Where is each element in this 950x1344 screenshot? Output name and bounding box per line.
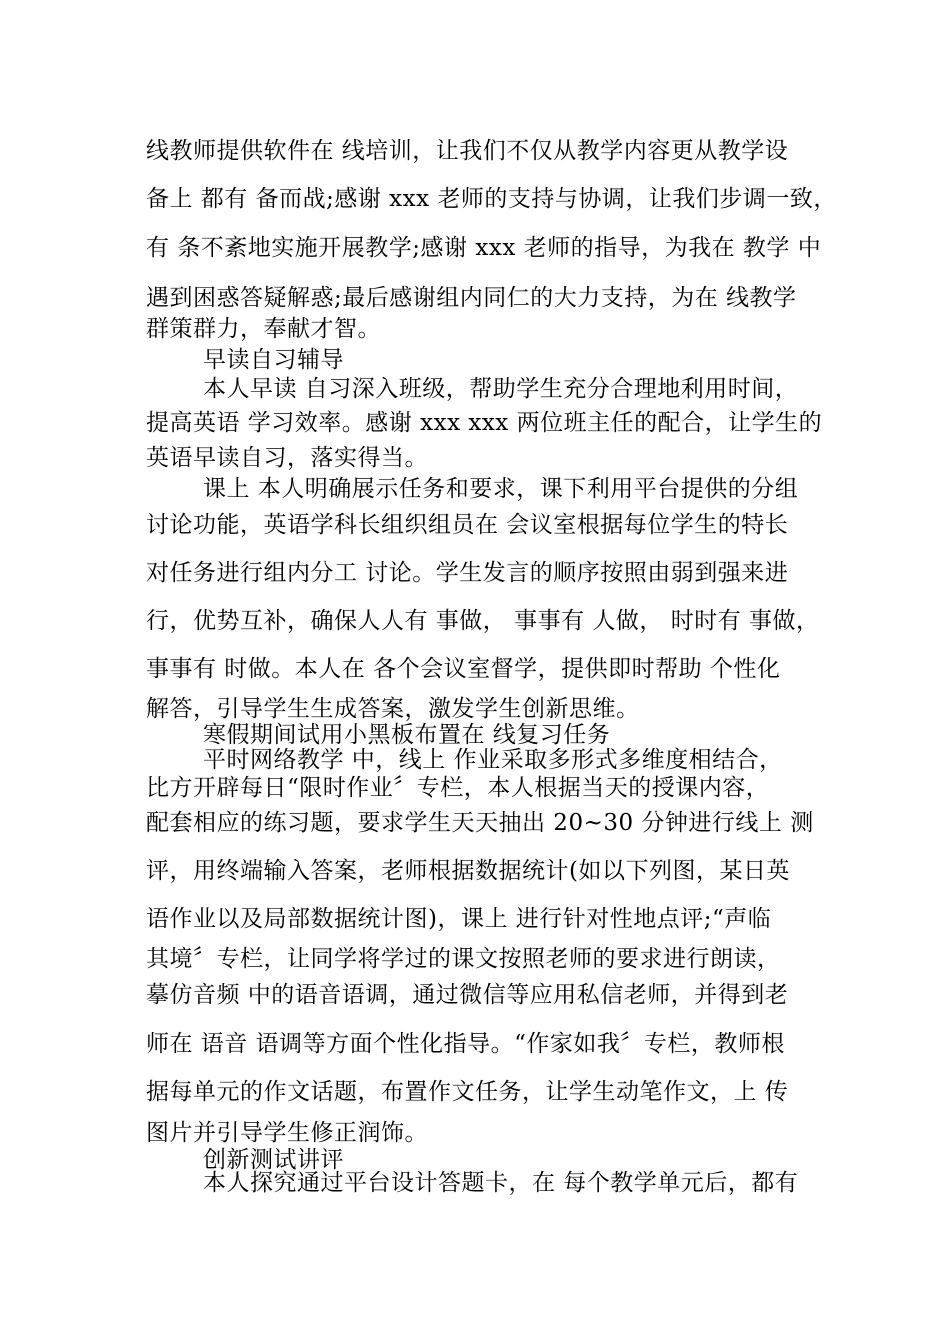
paragraph-line: 讨论功能，英语学科长组织组员在 会议室根据每位学生的特长: [146, 512, 789, 538]
paragraph-line: 遇到困惑答疑解惑;最后感谢组内同仁的大力支持，为在 线教学: [146, 285, 797, 311]
paragraph-line: 解答，引导学生生成答案，激发学生创新思维。: [146, 696, 640, 722]
paragraph-line: 英语早读自习，落实得当。: [146, 445, 428, 471]
paragraph-line: 行，优势互补，确保人人有 事做， 事事有 人做， 时时有 事做，: [146, 608, 820, 634]
section-heading: 早读自习辅导: [203, 347, 344, 373]
section-heading: 创新测试讲评: [203, 1147, 344, 1173]
paragraph-line: 据每单元的作文话题，布置作文任务，让学生动笔作文，上 传: [146, 1079, 789, 1105]
paragraph-line: 配套相应的练习题，要求学生天天抽出 20~30 分钟进行线上 测: [146, 810, 814, 836]
paragraph-line: 本人探究通过平台设计答题卡，在 每个教学单元后，都有: [203, 1170, 799, 1196]
paragraph-line: 备上 都有 备而战;感谢 xxx 老师的支持与协调，让我们步调一致，: [146, 186, 837, 212]
paragraph-line: 摹仿音频 中的语音语调，通过微信等应用私信老师，并得到老: [146, 982, 789, 1008]
paragraph-line: 有 条不紊地实施开展教学;感谢 xxx 老师的指导，为我在 教学 中: [146, 235, 822, 261]
paragraph-line: 事事有 时做。本人在 各个会议室督学，提供即时帮助 个性化: [146, 656, 781, 682]
paragraph-line: 课上 本人明确展示任务和要求，课下利用平台提供的分组: [203, 476, 799, 502]
paragraph-line: 语作业以及局部数据统计图)，课上 进行针对性地点评;“声临: [146, 906, 772, 932]
paragraph-line: 群策群力，奉献才智。: [146, 316, 381, 342]
paragraph-line: 师在 语音 语调等方面个性化指导。“作家如我〞专栏，教师根: [146, 1031, 785, 1057]
paragraph-line: 对任务进行组内分工 讨论。学生发言的顺序按照由弱到强来进: [146, 560, 789, 586]
paragraph-line: 线教师提供软件在 线培训，让我们不仅从教学内容更从教学设: [146, 138, 789, 164]
paragraph-line: 比方开辟每日“限时作业〞专栏，本人根据当天的授课内容，: [146, 775, 770, 801]
paragraph-line: 平时网络教学 中，线上 作业采取多形式多维度相结合，: [203, 747, 783, 773]
section-heading: 寒假期间试用小黑板布置在 线复习任务: [203, 722, 611, 748]
paragraph-line: 评，用终端输入答案，老师根据数据统计(如以下列图，某日英: [146, 858, 790, 884]
paragraph-line: 本人早读 自习深入班级，帮助学生充分合理地利用时间，: [203, 376, 799, 402]
paragraph-line: 其境〞专栏，让同学将学过的课文按照老师的要求进行朗读，: [146, 946, 781, 972]
paragraph-line: 图片并引导学生修正润饰。: [146, 1120, 428, 1146]
paragraph-line: 提高英语 学习效率。感谢 xxx xxx 两位班主任的配合，让学生的: [146, 410, 823, 436]
